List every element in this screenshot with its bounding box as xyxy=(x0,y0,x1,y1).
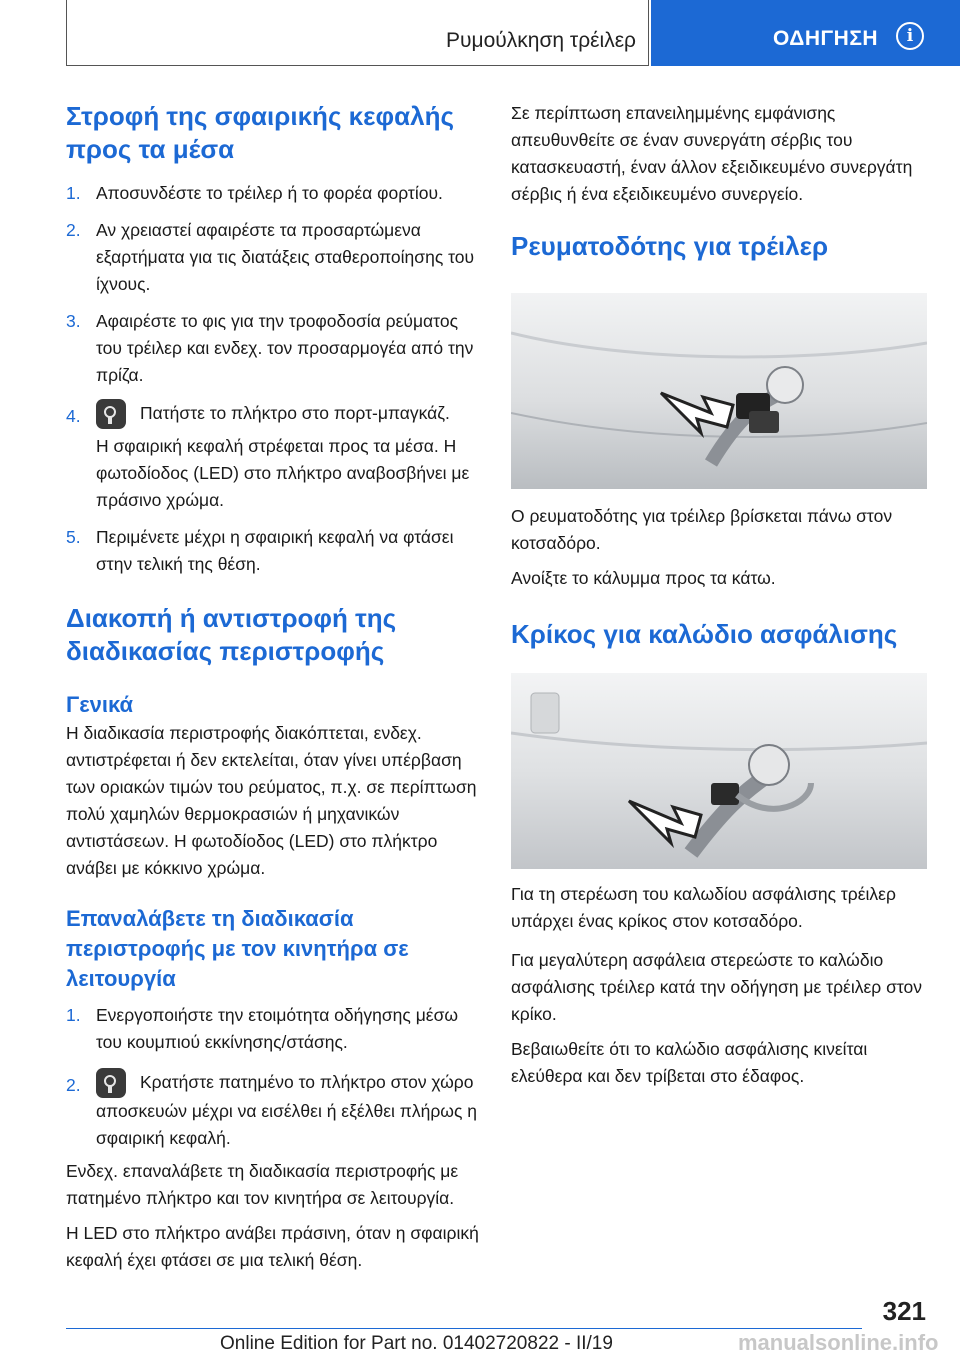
eye-paragraph-3: Βεβαιωθείτε ότι το καλώδιο ασφάλισης κινείται ελεύθερα και δεν τρίβεται στο έδαφος. xyxy=(511,1039,868,1086)
repeat-paragraph-1: Ενδεχ. επαναλάβετε τη διαδικασία περιστροφής με πατημένο πλήκτρο και τον κινητήρα σε λειτουργία. xyxy=(66,1161,459,1208)
step-text: Κρατήστε πατημένο το πλήκτρο στον χώρο αποσκευών μέχρι να εισέλθει ή εξέλθει πλήρως η σφαιρική κεφαλή. xyxy=(96,1072,477,1148)
heading-inward-rotation: Στροφή της σφαιρικής κεφαλής προς τα μέσα xyxy=(66,101,454,164)
general-text: Η διαδικασία περιστροφής διακόπτεται, ενδεχ. αντιστρέφεται ή δεν εκτελείται, όταν γίνει υπέρβαση των οριακών τιμών του ρεύματος, π.χ. σε περίπτωση πολύ χαμηλών θερμοκρασιών ή μηχανικών αντιστάσεων. Η φωτοδίοδος (LED) στο πλήκτρο ανάβει με κόκκινο χρώμα. xyxy=(66,723,477,878)
steps-repeat xyxy=(66,1002,482,1152)
tailgate-button-icon xyxy=(96,399,126,429)
step-text: Αφαιρέστε το φις για την τροφοδοσία ρεύματος του τρέιλερ και ενδεχ. τον προσαρμογέα από την πρίζα. xyxy=(96,311,474,385)
step-number: 4. xyxy=(66,406,81,426)
step-note: Η σφαιρική κεφαλή στρέφεται προς τα μέσα. Η φωτοδίοδος (LED) στο πλήκτρο αναβοσβήνει με πράσινο χρώμα. xyxy=(96,436,470,510)
footer-divider xyxy=(66,1328,862,1329)
tailgate-button-icon xyxy=(96,1068,126,1098)
list-item xyxy=(66,1068,482,1152)
watermark: manualsonline.info xyxy=(738,1330,939,1355)
safety-cable-eye-illustration xyxy=(511,673,927,869)
running-header xyxy=(66,0,649,66)
step-number: 1. xyxy=(66,183,81,203)
step-number: 2. xyxy=(66,1075,81,1095)
steps-inward xyxy=(66,180,482,578)
list-item xyxy=(66,217,482,298)
list-item xyxy=(66,524,482,578)
page-number: 321 xyxy=(882,1296,926,1326)
heading-safety-eye: Κρίκος για καλώδιο ασφάλισης xyxy=(511,619,898,649)
step-number: 3. xyxy=(66,311,81,331)
step-text: Αν χρειαστεί αφαιρέστε τα προσαρτώμενα εξαρτήματα για τις διατάξεις σταθεροποίησης του ίχνους. xyxy=(96,220,475,294)
heading-trailer-socket: Ρευματοδότης για τρέιλερ xyxy=(511,231,829,261)
step-text: Περιμένετε μέχρι η σφαιρική κεφαλή να φτάσει στην τελική της θέση. xyxy=(96,527,454,574)
left-column xyxy=(66,100,482,1274)
right-column xyxy=(511,100,931,1090)
socket-paragraph-1: Ο ρευματοδότης για τρέιλερ βρίσκεται πάνω στον κοτσαδόρο. xyxy=(511,506,893,553)
step-text: Αποσυνδέστε το τρέιλερ ή το φορέα φορτίου. xyxy=(96,183,443,203)
section-title: Ρυμούλκηση τρέιλερ xyxy=(446,29,636,52)
list-item xyxy=(66,1002,482,1056)
trailer-socket-illustration xyxy=(511,293,927,489)
eye-paragraph-2: Για μεγαλύτερη ασφάλεια στερεώστε το καλώδιο ασφάλισης τρέιλερ κατά την οδήγηση με τρέιλερ στον κρίκο. xyxy=(511,950,923,1024)
list-item xyxy=(66,399,482,514)
info-icon: i xyxy=(896,22,924,50)
socket-paragraph-2: Ανοίξτε το κάλυμμα προς τα κάτω. xyxy=(511,568,776,588)
eye-paragraph-1: Για τη στερέωση του καλωδίου ασφάλισης τρέιλερ υπάρχει ένας κρίκος στον κοτσαδόρο. xyxy=(511,884,896,931)
step-text: Ενεργοποιήστε την ετοιμότητα οδήγησης μέσω του κουμπιού εκκίνησης/στάσης. xyxy=(96,1005,459,1052)
step-number: 2. xyxy=(66,220,81,240)
heading-repeat: Επαναλάβετε τη διαδικασία περιστροφής με τον κινητήρα σε λειτουργία xyxy=(66,906,409,991)
chapter-title: ΟΔΗΓΗΣΗ xyxy=(773,27,879,50)
step-number: 1. xyxy=(66,1005,81,1025)
chapter-tab xyxy=(651,0,960,66)
step-text: Πατήστε το πλήκτρο στο πορτ-μπαγκάζ. xyxy=(140,403,450,423)
step-number: 5. xyxy=(66,527,81,547)
edition-text: Online Edition for Part no. 01402720822 - II/19 xyxy=(220,1333,613,1354)
heading-general: Γενικά xyxy=(66,692,134,717)
heading-interrupt: Διακοπή ή αντιστροφή της διαδικασίας περιστροφής xyxy=(66,603,397,666)
service-paragraph: Σε περίπτωση επανειλημμένης εμφάνισης απευθυνθείτε σε έναν συνεργάτη σέρβις του κατασκευαστή, έναν άλλον εξειδικευμένο συνεργάτη σέρβις ή ένα εξειδικευμένο συνεργείο. xyxy=(511,103,913,204)
list-item xyxy=(66,180,482,207)
repeat-paragraph-2: Η LED στο πλήκτρο ανάβει πράσινη, όταν η σφαιρική κεφαλή έχει φτάσει σε μια τελική θέση. xyxy=(66,1223,479,1270)
list-item xyxy=(66,308,482,389)
